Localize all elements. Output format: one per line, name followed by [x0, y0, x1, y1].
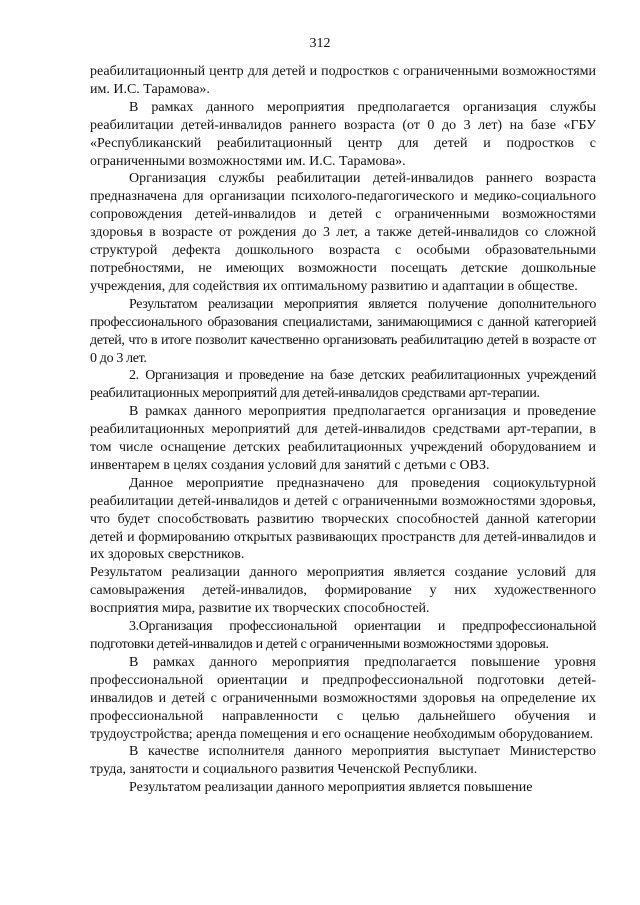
- paragraph: 3.Организация профессиональной ориентации и предпрофессиональной подготовки детей-инвалидов и детей с ограниченными возможностями здоровья.: [90, 619, 596, 652]
- paragraph: Результатом реализации данного мероприятия является повышение: [129, 780, 533, 796]
- paragraph: В качестве исполнителя данного мероприятия выступает Министерство труда, занятости и социального развития Чеченской Республики.: [90, 744, 596, 778]
- paragraph: В рамках данного мероприятия предполагается организация службы реабилитации детей-инвалидов раннего возраста (от 0 до 3 лет) на базе «ГБУ «Республиканский реабилитационный центр для детей и подростков с ограниченными возможностями им. И.С. Тарамова».: [90, 99, 596, 169]
- paragraph: Данное мероприятие предназначено для проведения социокультурной реабилитации детей-инвалидов и детей с ограниченными возможностями здоровья, что будет способствовать развитию творческих способностей данной категории детей и формированию открытых развивающих пространств для детей-инвалидов и их здоровых сверстников.: [90, 475, 596, 563]
- paragraph: Организация службы реабилитации детей-инвалидов раннего возраста предназначена для организации психолого-педагогического и медико-социального сопровождения детей-инвалидов и детей с ограниченными возможностями здоровья в возрасте от рождения до 3 лет, а также детей-инвалидов со сложной структурой дефекта дошкольного возраста с особыми образовательными потребностями, не имеющих возможности посещать детские дошкольные учреждения, для содействия их оптимальному развитию и адаптации в обществе.: [90, 171, 596, 294]
- paragraph: Результатом реализации данного мероприятия является создание условий для самовыражения детей-инвалидов, формирование у них художественного восприятия мира, развитие их творческих способностей.: [90, 565, 596, 617]
- page-number: 312: [309, 36, 331, 51]
- paragraph: 2. Организация и проведение на базе детских реабилитационных учреждений реабилитационных мероприятий для детей-инвалидов средствами арт-терапии.: [90, 368, 596, 402]
- paragraph: В рамках данного мероприятия предполагается организация и проведение реабилитационных мероприятий для детей-инвалидов средствами арт-терапии, в том числе оснащение детских реабилитационных учреждений оборудованием и инвентарем в целях создания условий для занятий с детьми с ОВЗ.: [90, 404, 596, 473]
- paragraph: реабилитационный центр для детей и подростков с ограниченными возможностями им. И.С. Тарамова».: [90, 64, 596, 97]
- paragraph: В рамках данного мероприятия предполагается повышение уровня профессиональной ориентации и предпрофессиональной подготовки детей-инвалидов и детей с ограниченными возможностями здоровья на определение их профессиональной направленности с целью дальнейшего обучения и трудоустройства; аренда помещения и его оснащение необходимым оборудованием.: [90, 654, 596, 742]
- paragraph: Результатом реализации мероприятия является получение дополнительного профессионального образования специалистами, занимающимися с данной категорией детей, что в итоге позволит качественно организовать реабилитацию детей в возрасте от 0 до 3 лет.: [90, 296, 596, 366]
- document-body: [90, 63, 596, 797]
